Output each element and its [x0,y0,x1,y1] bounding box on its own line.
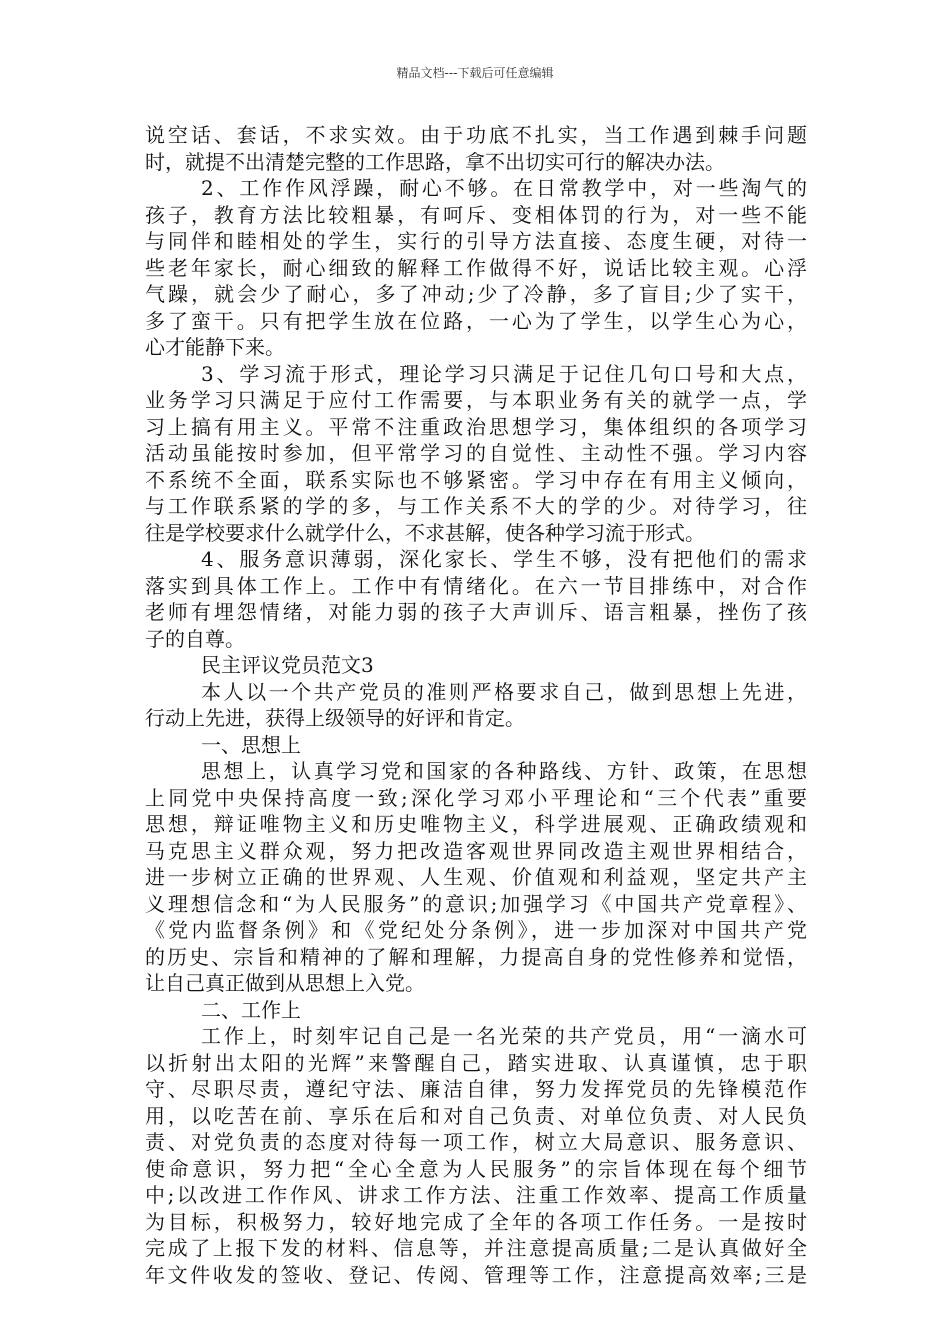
text-line: 与工作联系紧的学的多，与工作关系不大的学的少。对待学习，往 [145,494,807,518]
text-line: 4、服务意识薄弱，深化家长、学生不够，没有把他们的需求 [201,547,807,571]
text-line: 不系统不全面，联系实际也不够紧密。学习中存在有用主义倾向， [145,467,807,492]
text-line: 中;以改进工作作风、讲求工作方法、注重工作效率、提高工作质量 [145,1183,807,1207]
text-line: 使命意识，努力把“全心全意为人民服务”的宗旨体现在每个细节 [145,1156,807,1181]
text-line: 业务学习只满足于应付工作需要，与本职业务有关的就学一点，学 [145,388,807,412]
text-line: 让自己真正做到从思想上入党。 [145,971,425,995]
text-line: 用，以吃苦在前、享乐在后和对自己负责、对单位负责、对人民负 [145,1103,807,1128]
text-line: 子的自尊。 [145,626,245,651]
text-line: 完成了上报下发的材料、信息等，并注意提高质量;二是认真做好全 [145,1236,807,1260]
text-line: 马克思主义群众观，努力把改造客观世界同改造主观世界相结合， [145,838,807,863]
text-line: 的历史、宗旨和精神的了解和理解，力提高自身的党性修养和觉悟， [145,944,807,969]
text-line: 守、尽职尽责，遵纪守法、廉洁自律，努力发挥党员的先锋模范作 [145,1077,807,1101]
text-line: 工作上，时刻牢记自己是一名光荣的共产党员，用“一滴水可 [201,1024,807,1048]
page-header: 精品文档---下载后可任意编辑 [396,66,554,80]
text-line: 老师有埋怨情绪，对能力弱的孩子大声训斥、语言粗暴，挫伤了孩 [145,600,807,624]
text-line: 为目标，积极努力，较好地完成了全年的各项工作任务。一是按时 [145,1209,807,1234]
text-line: 说空话、套话，不求实效。由于功底不扎实，当工作遇到棘手问题 [145,123,807,147]
text-line: 些老年家长，耐心细致的解释工作做得不好，说话比较主观。心浮 [145,255,807,280]
text-line: 落实到具体工作上。工作中有情绪化。在六一节目排练中，对合作 [145,573,807,598]
text-line: 二、工作上 [201,997,301,1022]
text-line: 上同党中央保持高度一致;深化学习邓小平理论和“三个代表”重要 [145,785,807,810]
text-line: 思想上，认真学习党和国家的各种路线、方针、政策，在思想 [201,759,807,783]
text-line: 时，就提不出清楚完整的工作思路，拿不出切实可行的解决办法。 [145,149,725,174]
text-line: 多了蛮干。只有把学生放在位路，一心为了学生，以学生心为心， [145,308,807,333]
text-line: 2、工作作风浮躁，耐心不够。在日常教学中，对一些淘气的 [201,176,807,200]
text-line: 一、思想上 [201,732,301,757]
text-line: 年文件收发的签收、登记、传阅、管理等工作，注意提高效率;三是 [145,1262,807,1287]
text-line: 孩子，教育方法比较粗暴，有呵斥、变相体罚的行为，对一些不能 [145,202,807,227]
text-line: 民主评议党员范文3 [201,653,374,677]
text-line: 心才能静下来。 [145,335,285,359]
text-line: 活动虽能按时参加，但平常学习的自觉性、主动性不强。学习内容 [145,441,807,465]
text-line: 3、学习流于形式，理论学习只满足于记住几句口号和大点， [201,361,807,386]
text-line: 以折射出太阳的光辉”来警醒自己，踏实进取、认真谨慎，忠于职 [145,1050,807,1075]
text-line: 气躁，就会少了耐心，多了冲动;少了冷静，多了盲目;少了实干， [145,282,807,306]
text-line: 义理想信念和“为人民服务”的意识;加强学习《中国共产党章程》、 [145,891,807,916]
text-line: 行动上先进，获得上级领导的好评和肯定。 [145,706,525,730]
document-body [145,122,807,1288]
text-line: 往是学校要求什么就学什么，不求甚解，使各种学习流于形式。 [145,520,705,545]
text-line: 思想，辩证唯物主义和历史唯物主义，科学进展观、正确政绩观和 [145,812,807,836]
text-line: 责、对党负责的态度对待每一项工作，树立大局意识、服务意识、 [145,1130,807,1154]
text-line: 进一步树立正确的世界观、人生观、价值观和利益观，坚定共产主 [145,865,807,889]
text-line: 《党内监督条例》和《党纪处分条例》，进一步加深对中国共产党 [145,918,807,942]
text-line: 本人以一个共产党员的准则严格要求自己，做到思想上先进， [201,679,807,704]
text-line: 与同伴和睦相处的学生，实行的引导方法直接、态度生硬，对待一 [145,229,807,253]
text-line: 习上搞有用主义。平常不注重政治思想学习，集体组织的各项学习 [145,414,807,439]
